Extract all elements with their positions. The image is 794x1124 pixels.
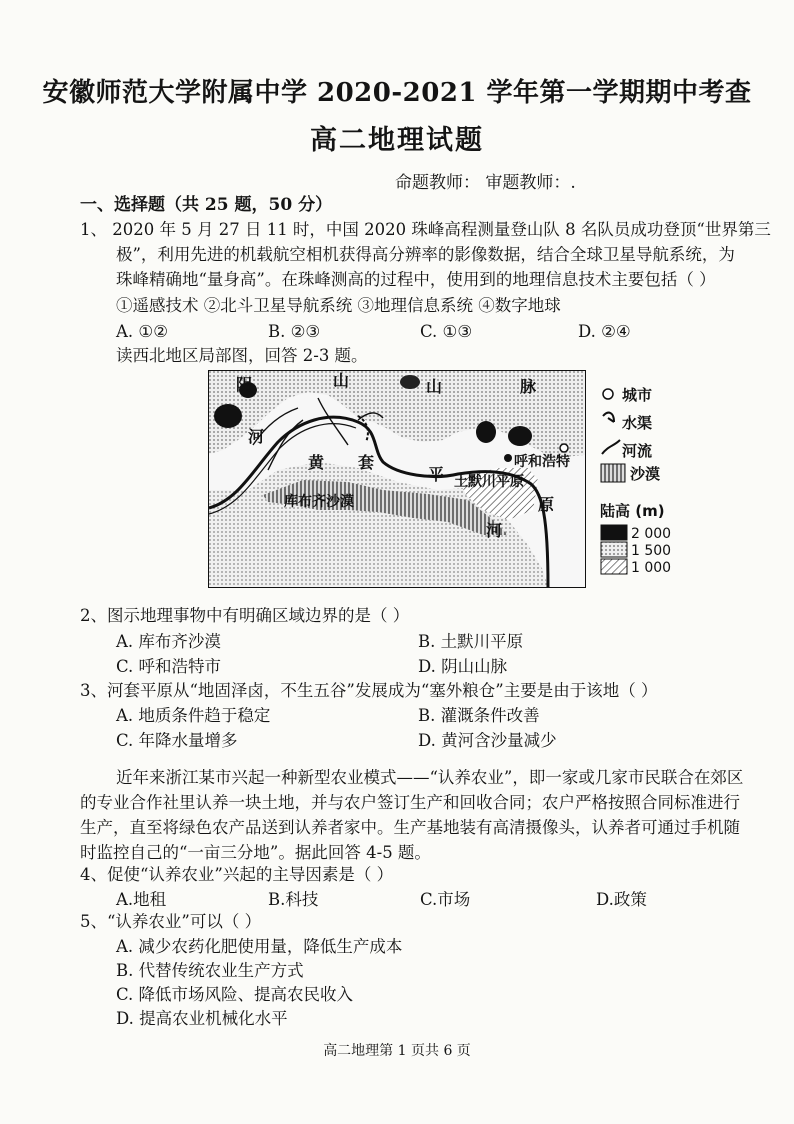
label-mai: 脉 [520,377,537,396]
legend-elev-1000 [601,559,627,574]
q1-option-b: B. ②③ [268,322,321,341]
legend-river-icon [602,440,620,454]
label-he: 河 [248,427,265,446]
legend-canal: 水渠 [622,414,653,432]
page-footer: 高二地理第 1 页共 6 页 [323,1043,471,1059]
q4-stem: 4、促使“认养农业”兴起的主导因素是（ ） [80,865,394,884]
q4-option-b: B.科技 [268,890,319,909]
q5-option-a: A. 减少农药化肥使用量，降低生产成本 [116,937,403,956]
exam-title: 安徽师范大学附属中学 2020-2021 学年第一学期期中考查 [42,78,752,108]
q2-stem: 2、图示地理事物中有明确区域边界的是（ ） [80,606,410,625]
northwest-region-map [208,370,586,588]
label-he: 河 [486,521,503,540]
q4-option-a: A.地租 [116,890,167,909]
legend-desert-icon [601,464,625,482]
label-huhehaote: 呼和浩特 [514,454,570,470]
high-peak [214,404,242,428]
label-kubuqi-desert: 库布齐沙漠 [284,494,354,510]
city-marker [560,444,568,452]
q1-items: ①遥感技术 ②北斗卫星导航系统 ③地理信息系统 ④数字地球 [116,296,561,315]
teacher-line: 命题教师： 审题教师：. [395,173,576,193]
q3-option-c: C. 年降水量增多 [116,731,238,750]
q2-option-d: D. 阴山山脉 [418,657,508,676]
legend-elev-1000-label: 1 000 [631,560,672,576]
label-tao: 套 [358,453,375,472]
label-yuan: 原 [538,495,555,514]
high-peak [400,375,420,389]
q2-option-c: C. 呼和浩特市 [116,657,222,676]
q5-option-d: D. 提高农业机械化水平 [116,1009,288,1028]
q5-stem: 5、“认养农业”可以（ ） [80,912,262,931]
label-shan: 山 [333,371,350,390]
legend-canal-icon [603,413,614,422]
passage-line-3: 生产，直至将绿色农产品送到认养者家中。生产基地装有高清摄像头，认养者可通过手机随 [80,818,740,837]
map-legend [600,380,700,585]
legend-elev-2000-label: 2 000 [631,526,672,542]
label-huang: 黄 [308,453,325,472]
q1-option-d: D. ②④ [578,322,631,341]
legend-city: 城市 [622,386,653,404]
q1-line-2: 极”，利用先进的机载航空相机获得高分辨率的影像数据，结合全球卫星导航系统，为 [116,245,735,264]
map-intro: 读西北地区局部图，回答 2-3 题。 [116,346,368,365]
q1-line-3: 珠峰精确地“量身高”。在珠峰测高的过程中，使用到的地理信息技术主要包括（ ） [116,270,716,289]
label-ping: 平 [428,465,445,484]
high-peak [508,426,532,446]
label-shan: 山 [426,377,443,396]
q2-option-b: B. 土默川平原 [418,632,524,651]
city-marker [504,454,512,462]
legend-elev-2000 [601,525,627,540]
label-yin: 阴 [236,375,253,394]
legend-river: 河流 [622,442,653,460]
q1-option-a: A. ①② [116,322,168,341]
q1-option-c: C. ①③ [420,322,473,341]
q3-option-d: D. 黄河含沙量减少 [418,731,557,750]
label-tumochuan: 土默川平原 [454,474,524,490]
q3-stem: 3、河套平原从“地固泽卤，不生五谷”发展成为“塞外粮仓”主要是由于该地（ ） [80,681,658,700]
q5-option-c: C. 降低市场风险、提高农民收入 [116,985,354,1004]
q4-option-c: C.市场 [420,890,471,909]
passage-line-4: 时监控自己的“一亩三分地”。据此回答 4-5 题。 [80,843,431,862]
q5-option-b: B. 代替传统农业生产方式 [116,961,304,980]
legend-elev-1500-label: 1 500 [631,543,672,559]
q1-line-1: 1、 2020 年 5 月 27 日 11 时，中国 2020 珠峰高程测量登山队 8 名队员成功登顶“世界第三 [80,220,771,239]
legend-elev-title: 陆高 (m) [600,502,665,520]
passage-line-1: 近年来浙江某市兴起一种新型农业模式——“认养农业”，即一家或几家市民联合在郊区 [116,768,744,787]
q2-option-a: A. 库布齐沙漠 [116,632,221,651]
exam-subtitle: 高二地理试题 [310,125,484,156]
passage-line-2: 的专业合作社里认养一块土地，并与农户签订生产和回收合同；农户严格按照合同标准进行 [80,793,740,812]
legend-elev-1500 [601,542,627,557]
q3-option-a: A. 地质条件趋于稳定 [116,706,271,725]
legend-city-icon [603,389,613,399]
section-heading: 一、选择题（共 25 题，50 分） [80,195,333,215]
legend-desert: 沙漠 [630,465,661,483]
q4-option-d: D.政策 [596,890,647,909]
high-peak [476,421,496,443]
q3-option-b: B. 灌溉条件改善 [418,706,540,725]
